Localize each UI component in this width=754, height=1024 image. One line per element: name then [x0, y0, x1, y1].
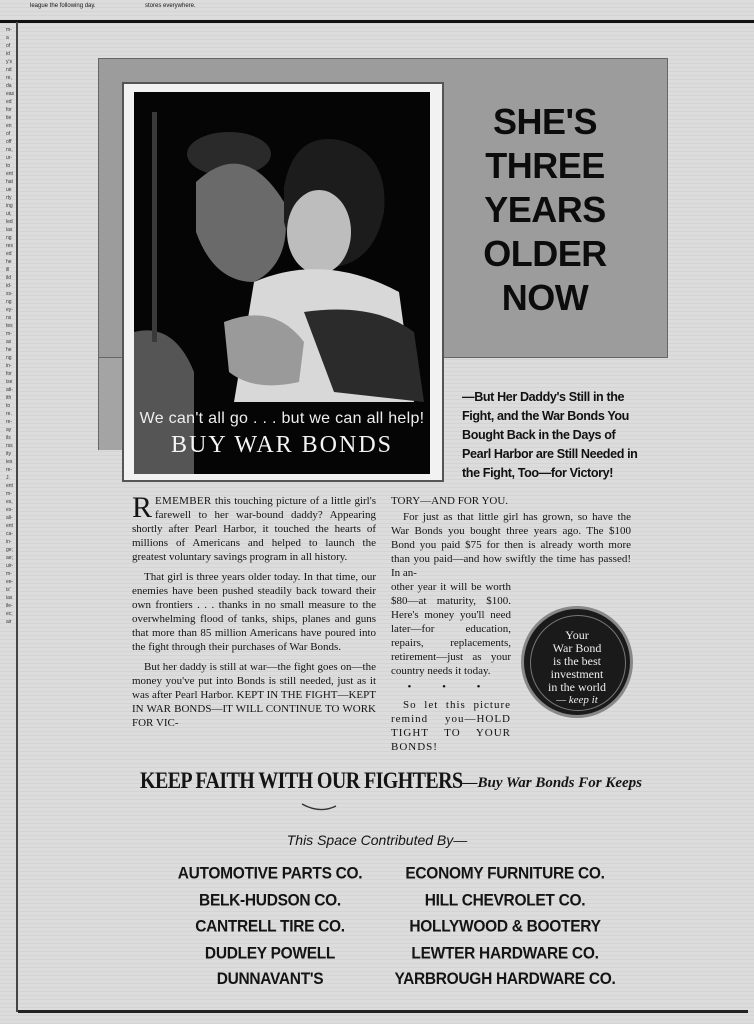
column-fragment: ss- — [6, 291, 13, 297]
column-fragment: in- — [6, 539, 12, 545]
column-fragment: es, — [6, 499, 13, 505]
column-fragment: ent — [6, 523, 13, 529]
slogan-italic: —Buy War Bonds For Keeps — [462, 775, 643, 791]
column-fragment: id- — [6, 283, 12, 289]
sponsor-name: HILL CHEVROLET CO. — [424, 890, 586, 910]
column-fragment: ile- — [6, 603, 13, 609]
column-fragment: ity — [6, 451, 11, 457]
column-fragment: ent — [6, 483, 13, 489]
column-fragment: m- — [6, 491, 12, 497]
column-fragment: ias — [6, 227, 13, 233]
column-fragment: is' — [6, 587, 11, 593]
column-fragment: for — [6, 371, 12, 377]
column-fragment: ns, — [6, 147, 13, 153]
column-fragment: to — [6, 403, 11, 409]
column-fragment: m- — [6, 331, 12, 337]
column-fragment: ith — [6, 395, 12, 401]
column-fragment: off — [6, 139, 12, 145]
sponsor-name: DUDLEY POWELL — [204, 943, 336, 963]
photo-caption-line1: We can't all go . . . but we can all help! — [139, 410, 425, 427]
seal-text — [524, 629, 630, 707]
rifle-barrel — [152, 112, 157, 342]
column-fragment: to — [6, 163, 11, 169]
column-rule — [16, 22, 18, 1012]
headline-line: OLDER — [483, 233, 607, 274]
seal-line: Your — [565, 628, 589, 642]
body-paragraph-narrow: other year it will be worth $80—at maturity, $100. Here's money you'll need later—for education, repairs, replacements, retirement—just as your country needs it today. — [391, 581, 511, 677]
column-fragment: ng — [6, 235, 12, 241]
column-fragment: in- — [6, 363, 12, 369]
column-fragment: uir- — [6, 563, 14, 569]
ad-headline — [470, 100, 620, 320]
bottom-rule — [18, 1010, 748, 1013]
sponsor-list-right — [390, 861, 620, 993]
sponsor-name: HOLLYWOOD & BOOTERY — [409, 917, 601, 936]
column-fragment: ay — [6, 427, 12, 433]
body-paragraph: For just as that little girl has grown, so have the War Bonds you bought three years ago. The $100 Bond you paid $75 for then is already worth more than you paid—and how swiftly the time has passed! In an- — [391, 511, 631, 579]
ad-body-column-1 — [132, 491, 376, 736]
column-fragment: ax — [6, 339, 12, 345]
column-fragment: y's — [6, 59, 12, 65]
sponsor-name: DUNNAVANT'S — [216, 970, 324, 989]
column-fragment: for — [6, 107, 12, 113]
page-header-strip — [0, 0, 754, 23]
column-fragment: ils — [6, 435, 11, 441]
column-fragment: of — [6, 131, 11, 137]
slogan — [140, 770, 660, 793]
headline-line: SHE'S — [492, 101, 598, 142]
header-fragment-mid: stores everywhere. — [145, 3, 196, 9]
column-fragment: he — [6, 347, 12, 353]
paragraph-text: this touching picture of a little girl's farewell to her war-bound daddy? Appearing shortly after Pearl Harbor, it touched the hearts of millions of Americans and helped to launch the greatest voluntary savings program in all history. — [132, 495, 376, 563]
column-fragment: res — [6, 243, 13, 249]
seal-line: War Bond — [552, 641, 602, 655]
column-fragment: hat — [6, 179, 13, 185]
soldier-and-girl-photo — [134, 92, 430, 474]
body-paragraph: But her daddy is still at war—the fight goes on—the money you've put into Bonds is still needed, just as it was after Pearl Harbor. KEPT IN THE FIGHT—KEPT IN WAR BONDS—IT WILL CONTINUE TO WORK FOR VIC- — [132, 661, 376, 729]
body-paragraph — [132, 491, 376, 564]
column-fragment: re- — [6, 419, 13, 425]
contributed-by-label: This Space Contributed By— — [286, 832, 468, 848]
column-fragment: ey- — [6, 307, 13, 313]
column-lead: TORY—AND FOR YOU. — [391, 495, 509, 507]
column-fragment: ge; — [6, 547, 13, 553]
column-fragment: rty — [6, 195, 12, 201]
seal-line: — keep it — [556, 694, 598, 706]
column-fragment: ue — [6, 187, 12, 193]
column-fragment: J. — [6, 475, 10, 481]
column-fragment: ati- — [6, 387, 13, 393]
adjacent-column-fragments — [6, 26, 15, 626]
headline-line: YEARS — [484, 189, 606, 230]
column-fragment: eas — [6, 91, 15, 97]
column-fragment: ca- — [6, 531, 13, 537]
column-fragment: es- — [6, 507, 13, 513]
column-fragment: ng — [6, 355, 12, 361]
column-fragment: tie — [6, 115, 12, 121]
column-fragment: re, — [6, 75, 12, 81]
body-paragraph: That girl is three years older today. In that time, our enemies have been pushed steadily back toward their own frontiers . . . thanks in no small measure to the overwhelming flood of tanks, ships, planes and guns that more than 85 million Americans have poured into the fight through their purchases of War Bonds. — [132, 571, 376, 653]
column-fragment: of — [6, 43, 11, 49]
separator-dots: • • • — [407, 681, 495, 693]
column-fragment: ild — [6, 275, 12, 281]
column-fragment: ing — [6, 203, 13, 209]
sponsor-list-left — [160, 861, 380, 993]
sponsor-name: YARBROUGH HARDWARE CO. — [394, 970, 616, 989]
body-paragraph: So let this picture remind you—HOLD TIGHT TO YOUR BONDS! — [391, 699, 511, 753]
slogan-bold: KEEP FAITH WITH OUR FIGHTERS — [140, 768, 463, 794]
column-fragment: a — [6, 35, 9, 41]
column-fragment: id — [6, 51, 10, 57]
column-fragment: ed — [6, 99, 12, 105]
column-fragment: da — [6, 83, 12, 89]
column-fragment: nd — [6, 67, 12, 73]
soldier-face — [196, 164, 286, 282]
column-fragment: ias — [6, 595, 13, 601]
column-fragment: ur- — [6, 155, 13, 161]
column-fragment: re. — [6, 411, 12, 417]
column-fragment: ed — [6, 251, 12, 257]
column-fragment: tes — [6, 323, 13, 329]
sponsor-name: CANTRELL TIRE CO. — [195, 917, 345, 936]
lead-caps: EMEMBER — [155, 495, 212, 507]
sponsor-name: LEWTER HARDWARE CO. — [411, 943, 599, 963]
column-fragment: ise — [6, 379, 13, 385]
column-fragment: rss — [6, 443, 13, 449]
column-fragment: led — [6, 219, 13, 225]
ad-subhead: —But Her Daddy's Still in the Fight, and the War Bonds You Bought Back in the Days of Pearl Harbor are Still Needed in the Fight, Too—for Victory! — [462, 390, 638, 480]
sponsor-name: ECONOMY FURNITURE CO. — [405, 864, 605, 883]
column-fragment: he — [6, 259, 12, 265]
sponsor-name: BELK-HUDSON CO. — [199, 890, 341, 910]
war-bond-seal — [521, 606, 633, 718]
column-fragment: ali- — [6, 515, 13, 521]
column-fragment: air — [6, 619, 12, 625]
column-fragment: m- — [6, 27, 12, 33]
seal-line: in the world — [548, 680, 606, 694]
seal-line: investment — [550, 667, 604, 681]
headline-line: NOW — [501, 277, 589, 318]
column-fragment: ies — [6, 459, 13, 465]
sponsor-name: AUTOMOTIVE PARTS CO. — [177, 864, 363, 883]
seal-line: is the best — [553, 654, 601, 668]
header-fragment-left: league the following day. — [30, 3, 96, 9]
column-fragment: ae; — [6, 555, 13, 561]
headline-line: THREE — [485, 145, 605, 186]
column-fragment: ee- — [6, 579, 14, 585]
column-fragment: ent — [6, 171, 13, 177]
flourish-mark — [300, 800, 340, 812]
girl-face — [287, 190, 351, 274]
column-fragment: ng — [6, 299, 12, 305]
column-fragment: m- — [6, 571, 12, 577]
column-fragment: ut, — [6, 211, 12, 217]
column-fragment: ec; — [6, 611, 13, 617]
photo-caption-line2: BUY WAR BONDS — [170, 432, 394, 458]
column-fragment: ill — [6, 267, 10, 273]
column-fragment: en — [6, 123, 12, 129]
column-fragment: re- — [6, 467, 13, 473]
column-fragment: ns — [6, 315, 12, 321]
drop-cap: R — [132, 491, 153, 524]
